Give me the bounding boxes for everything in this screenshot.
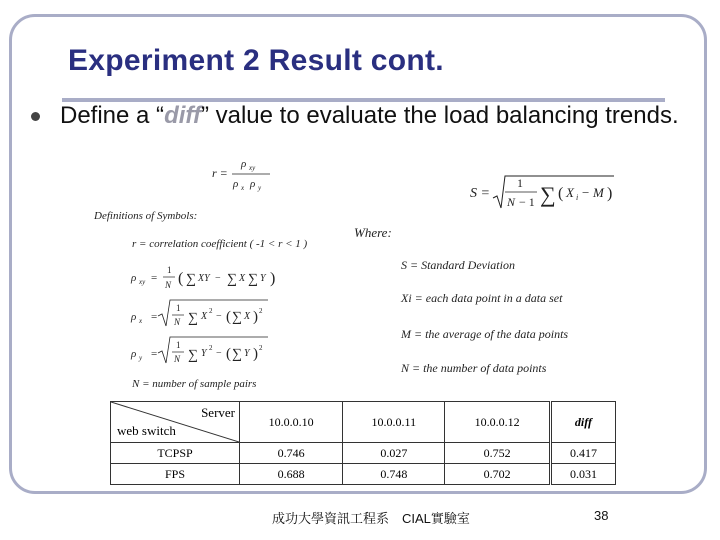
svg-text:1: 1 xyxy=(167,265,172,275)
s-meaning: S = Standard Deviation xyxy=(401,258,515,272)
where-label: Where: xyxy=(354,225,392,240)
svg-text:∑: ∑ xyxy=(248,272,258,287)
svg-text:y: y xyxy=(139,354,143,362)
table-cell: 0.752 xyxy=(445,443,550,464)
svg-text:Y: Y xyxy=(201,348,207,359)
table-corner-cell xyxy=(111,402,240,443)
xi-meaning: Xi = each data point in a data set xyxy=(401,291,563,305)
column-header: 10.0.0.12 xyxy=(445,402,550,443)
rho-x-formula xyxy=(130,300,268,327)
bullet-text-emphasis: diff xyxy=(164,102,201,129)
column-header: 10.0.0.11 xyxy=(343,402,445,443)
svg-text:(: ( xyxy=(226,346,231,362)
svg-text:N: N xyxy=(174,317,181,327)
svg-text:−: − xyxy=(216,311,222,322)
table-row xyxy=(111,443,616,464)
table-cell: 0.748 xyxy=(343,464,445,485)
svg-text:M: M xyxy=(593,185,604,200)
svg-text:=: = xyxy=(151,311,158,323)
svg-text:XY: XY xyxy=(198,273,210,284)
svg-text:x: x xyxy=(241,184,245,192)
svg-text:2: 2 xyxy=(259,344,263,352)
svg-text:ρ: ρ xyxy=(233,178,239,190)
svg-text:S =: S = xyxy=(470,186,490,201)
column-header-diff: diff xyxy=(550,402,615,443)
svg-text:N: N xyxy=(165,280,172,290)
svg-text:x: x xyxy=(139,317,143,325)
svg-text:−: − xyxy=(216,348,222,359)
svg-text:(: ( xyxy=(558,185,564,202)
svg-text:∑: ∑ xyxy=(186,272,196,287)
svg-text:=: = xyxy=(151,348,158,360)
svg-text:2: 2 xyxy=(209,307,213,315)
svg-text:N: N xyxy=(174,354,181,364)
svg-text:ρ: ρ xyxy=(131,311,137,323)
svg-text:X: X xyxy=(201,311,208,322)
bullet-text-before: Define a “ xyxy=(60,102,165,129)
svg-text:− 1: − 1 xyxy=(519,195,535,209)
svg-text:∑: ∑ xyxy=(232,347,242,362)
page-number: 38 xyxy=(594,508,609,523)
svg-text:i: i xyxy=(576,193,579,202)
svg-text:xy: xy xyxy=(139,278,146,286)
table-cell: 0.746 xyxy=(240,443,343,464)
r-definition-formula xyxy=(212,158,270,192)
table-cell-diff: 0.417 xyxy=(550,443,615,464)
svg-text:y: y xyxy=(258,184,262,192)
svg-text:Y: Y xyxy=(260,273,266,284)
column-header: 10.0.0.10 xyxy=(240,402,343,443)
s-definition-formula xyxy=(470,176,614,209)
svg-text:−: − xyxy=(215,273,221,284)
r-meaning: r = correlation coefficient ( -1 < r < 1 ) xyxy=(132,238,308,250)
svg-text:(: ( xyxy=(226,309,231,325)
footer-text: 成功大學資訊工程系 CIAL實驗室 xyxy=(272,511,470,526)
svg-text:): ) xyxy=(607,185,613,202)
svg-text:ρ: ρ xyxy=(241,158,247,170)
m-meaning: M = the average of the data points xyxy=(401,327,569,341)
n-meaning: N = number of sample pairs xyxy=(132,378,257,390)
row-label: FPS xyxy=(111,464,240,485)
svg-text:1: 1 xyxy=(176,340,181,350)
svg-text:X: X xyxy=(239,273,246,284)
definitions-heading: Definitions of Symbols: xyxy=(94,210,198,222)
svg-text:ρ: ρ xyxy=(131,272,137,284)
table-cell: 0.688 xyxy=(240,464,343,485)
svg-text:−: − xyxy=(582,185,590,200)
svg-text:1: 1 xyxy=(176,303,181,313)
n2-meaning: N = the number of data points xyxy=(401,361,547,375)
svg-text:∑: ∑ xyxy=(188,348,198,363)
corner-bottom-label: web switch xyxy=(117,423,176,438)
svg-text:Y: Y xyxy=(244,348,250,359)
results-table xyxy=(110,401,616,485)
svg-text:2: 2 xyxy=(259,307,263,315)
bullet-text-after: ” value to evaluate the load balancing trends. xyxy=(200,102,679,129)
svg-text:X: X xyxy=(244,311,251,322)
svg-text:X: X xyxy=(566,185,574,200)
svg-text:2: 2 xyxy=(209,344,213,352)
svg-text:r =: r = xyxy=(212,166,228,180)
table-cell: 0.702 xyxy=(445,464,550,485)
svg-text:∑: ∑ xyxy=(188,311,198,326)
svg-text:∑: ∑ xyxy=(232,310,242,325)
svg-text:): ) xyxy=(253,309,258,325)
svg-text:(: ( xyxy=(178,270,184,287)
table-cell-diff: 0.031 xyxy=(550,464,615,485)
table-row xyxy=(111,464,616,485)
slide-title: Experiment 2 Result cont. xyxy=(68,44,444,77)
svg-text:1: 1 xyxy=(517,176,523,190)
svg-text:): ) xyxy=(270,270,276,287)
svg-text:): ) xyxy=(253,346,258,362)
svg-text:∑: ∑ xyxy=(540,182,556,207)
svg-text:ρ: ρ xyxy=(250,178,256,190)
table-cell: 0.027 xyxy=(343,443,445,464)
rho-y-formula xyxy=(130,337,268,364)
row-label: TCPSP xyxy=(111,443,240,464)
rho-xy-formula xyxy=(130,265,275,290)
svg-text:xy: xy xyxy=(249,164,256,172)
corner-top-label: Server xyxy=(201,405,235,420)
table-header-row xyxy=(111,402,616,443)
svg-text:ρ: ρ xyxy=(131,348,137,360)
svg-text:∑: ∑ xyxy=(227,272,237,287)
svg-text:N: N xyxy=(507,195,516,209)
svg-text:=: = xyxy=(151,272,158,284)
